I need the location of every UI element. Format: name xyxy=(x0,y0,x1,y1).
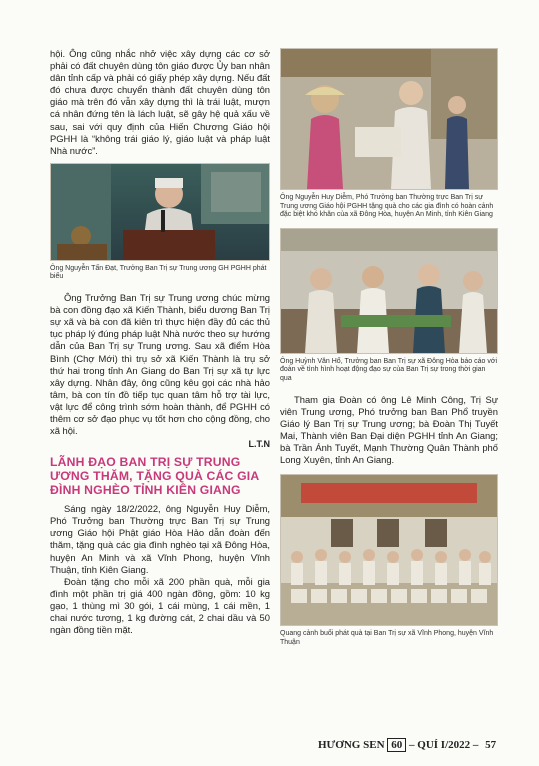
issue-number: 60 xyxy=(387,738,406,752)
photo-meeting xyxy=(280,228,498,354)
page-footer xyxy=(318,738,508,752)
photo-gift-giving-caption: Ông Nguyễn Huy Diễm, Phó Trưởng ban Thường trực Ban Trị sự Trung ương Giáo hội PGHH tặng quà cho các gia đình có hoàn cảnh đặc biệt khó khăn của xã Đông Hòa, huyện An Minh, tỉnh Kiên Giang xyxy=(280,194,494,219)
magazine-name: HƯƠNG SEN xyxy=(318,739,385,751)
author-signature: L.T.N xyxy=(248,439,270,450)
photo-meeting-caption: Ông Huỳnh Văn Hổ, Trưởng ban Ban Trị sự xã Đông Hòa báo cáo với đoàn về tình hình hoạt động đạo sự của Ban Trị sự trong thời gian qua xyxy=(280,357,497,382)
paragraph-1: hội. Ông cũng nhắc nhở việc xây dựng các cơ sở phải có đất chuyên dùng tôn giáo được Ủy ban nhân dân tỉnh cấp và phải có giấy phép xây dựng. Nếu đất đó chưa được chuyển thành đất chuyên dùng tôn giáo mà trên đó vẫn xây dựng thì là trái luật, mượn cá nhân đứng tên là lách luật, sẽ gây hệ quả xấu về sau, sai với quy định của Hiến Chương Giáo hội PGHH là “không trái giáo lý, giáo luật và pháp luật Nhà nước”. xyxy=(50,48,270,156)
gift-giving-photo-image xyxy=(281,49,497,189)
right-column xyxy=(280,48,498,647)
photo-gift-giving xyxy=(280,48,498,190)
photo-group xyxy=(280,474,498,626)
left-column xyxy=(50,48,270,636)
speaker-photo-image xyxy=(51,164,269,260)
paragraph-3: Sáng ngày 18/2/2022, ông Nguyễn Huy Diễm, Phó Trưởng ban Thường trực Ban Trị sự Trung ương Giáo hội Phật giáo Hòa Hảo dẫn đoàn đến thăm, tặng quà các gia đình nghèo tại xã Đông Hòa, huyện An Minh và xã Vĩnh Phong, huyện Vĩnh Thuận, tỉnh Kiên Giang. xyxy=(50,503,270,575)
footer-dash-1: – xyxy=(409,739,415,751)
section-heading: LÃNH ĐẠO BAN TRỊ SỰ TRUNG ƯƠNG THĂM, TẶNG QUÀ CÁC GIA ĐÌNH NGHÈO TỈNH KIÊN GIANG xyxy=(50,455,259,498)
quarter-label: QUÍ I/2022 xyxy=(417,739,471,751)
page-number: 57 xyxy=(485,739,497,751)
meeting-photo-image xyxy=(281,229,497,353)
footer-dash-2: – xyxy=(472,739,479,751)
paragraph-5: Tham gia Đoàn có ông Lê Minh Công, Trị Sự viên Trung ương, Phó trưởng ban Ban Phổ truyền Giáo lý Ban Trị sự Trung ương; bà Đoàn Thị Tuyết Mai, Thành viên Ban Đại diện PGHH tỉnh An Giang; bà Trần Ánh Tuyết, Mạnh Thường Quân Thành phố Long Xuyên, tỉnh An Giang. xyxy=(280,393,498,466)
paragraph-2: Ông Trưởng Ban Trị sự Trung ương chúc mừng bà con đồng đạo xã Kiến Thành, biểu dương Ban Trị sự xã và bà con đã kiên trì thực hiện đầy đủ các thủ tục pháp lý đúng pháp luật Nhà nước theo sự hướng dẫn của Ban Trị sự Trung ương. Sau xã điểm Hòa Bình (Chợ Mới) thì trụ sở xã Kiến Thành là trụ sở thứ hai trong tỉnh An Giang do Ban Trị sự xã tự lực xây dựng. Nhân đây, ông cũng kêu gọi các nhà hảo tâm, bà con tín đồ tiếp tục quan tâm hỗ trợ tài lực, vật lực để công trình sớm hoàn thành, để PGHH có thêm cơ sở đạo phục vụ tốt hơn cho cộng đồng, cho xã hội. xyxy=(50,292,270,437)
paragraph-4: Đoàn tặng cho mỗi xã 200 phần quà, mỗi gia đình một phần trị giá 400 ngàn đồng, gồm: 10 kg gạo, 1 thùng mì 30 gói, 1 cái mùng, 1 cái mền, 1 chai nước tương, 1 kg đường cát, 2 chai dầu và 50 ngàn đồng tiền mặt. xyxy=(50,575,270,636)
photo-group-caption: Quang cảnh buổi phát quà tại Ban Trị sự xã Vĩnh Phong, huyện Vĩnh Thuận xyxy=(280,630,494,646)
photo-speaker xyxy=(50,163,270,261)
photo-speaker-caption: Ông Nguyễn Tấn Đạt, Trưởng Ban Trị sự Trung ương GH PGHH phát biểu xyxy=(50,264,267,281)
group-photo-image xyxy=(281,475,497,625)
